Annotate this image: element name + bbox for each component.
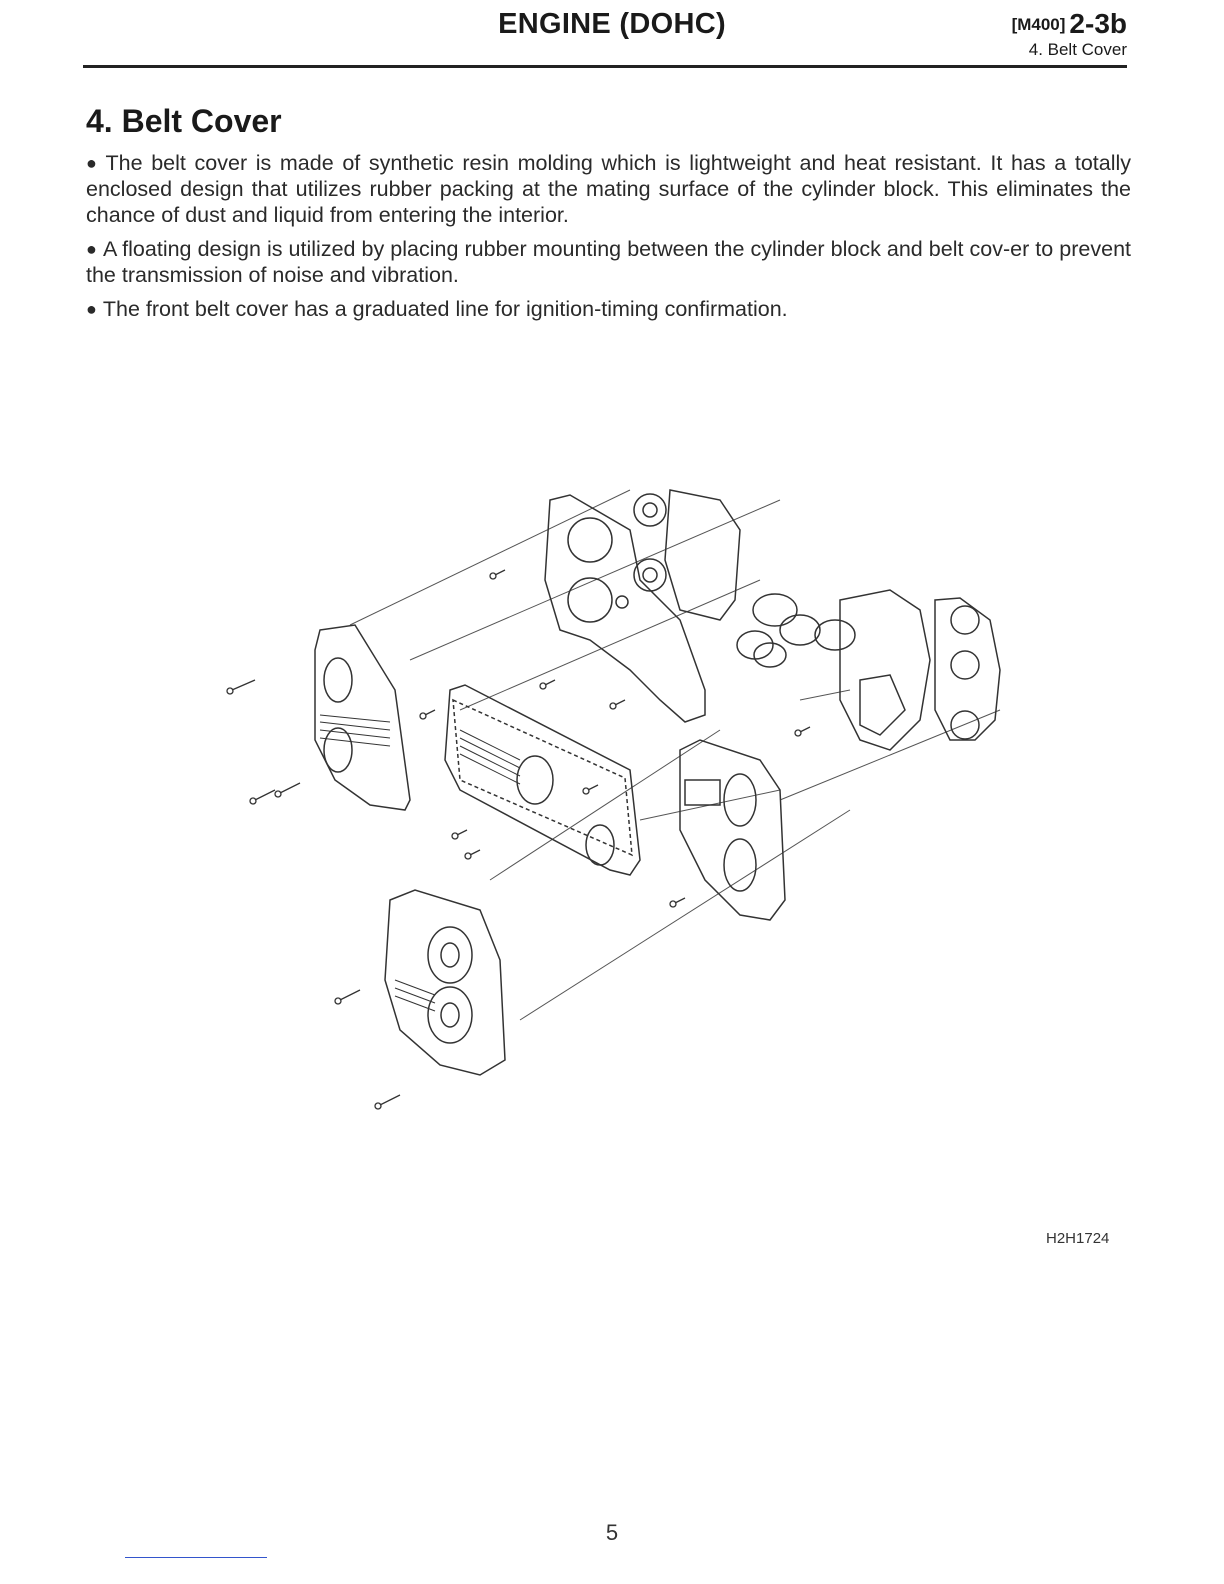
bullet-item (86, 150, 1131, 228)
header-subsection: 4. Belt Cover (1028, 40, 1127, 59)
section-number: 2-3b (1069, 8, 1127, 39)
bullet-icon: ● (86, 299, 97, 319)
bullet-text: The belt cover is made of synthetic resin molding which is lightweight and heat resistant. It has a totally enclosed design that utilizes rubber packing at the mating surface of the cylinder block. This eliminates the chance of dust and liquid from entering the interior. (86, 151, 1132, 227)
cam-sprocket-assembly-right (935, 598, 1000, 740)
bullet-icon: ● (86, 153, 100, 173)
bullet-text: The front belt cover has a graduated line for ignition-timing confirmation. (102, 297, 788, 321)
bullet-text: A floating design is utilized by placing rubber mounting between the cylinder block and belt cov-er to prevent the transmission of noise and vibration. (86, 237, 1132, 287)
section-code (1012, 8, 1127, 40)
header-divider (83, 65, 1127, 68)
bullet-item (86, 296, 1131, 322)
section-title: 4. Belt Cover (86, 103, 282, 139)
center-cover-ribs (460, 730, 520, 784)
header-section-block (1012, 8, 1127, 60)
cam-sprocket-assembly-top (634, 490, 740, 620)
bullet-icon: ● (86, 239, 97, 259)
figure-id: H2H1724 (1046, 1230, 1110, 1247)
idler-pulleys (737, 594, 855, 667)
bullet-list (86, 150, 1131, 330)
belt-cover-exploded-diagram (160, 460, 1060, 1140)
page-number: 5 (605, 1520, 619, 1545)
leader-lines (350, 490, 1000, 1020)
footer-link-underline[interactable] (125, 1557, 267, 1558)
front-belt-cover-left (315, 625, 410, 810)
front-belt-cover-right (680, 740, 785, 920)
front-belt-cover-lower (385, 890, 505, 1075)
water-pump-housing (840, 590, 930, 750)
bullet-item (86, 236, 1131, 288)
center-belt-cover (445, 685, 640, 875)
page-header-title: ENGINE (DOHC) (498, 8, 726, 40)
manual-code: [M400] (1011, 15, 1066, 34)
rear-belt-cover-left (545, 495, 705, 722)
